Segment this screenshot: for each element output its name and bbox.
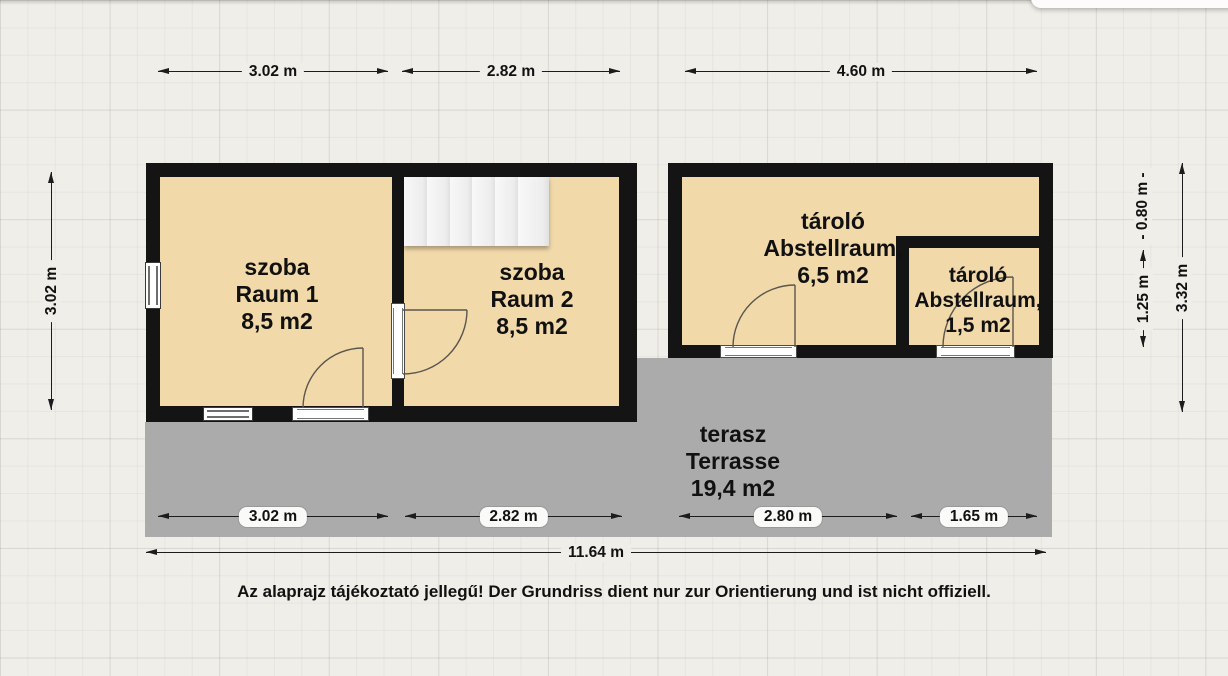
- window-raum1-left: [145, 262, 161, 309]
- dim-label: 3.02 m: [242, 63, 304, 81]
- dim-bottom-storage-large: [679, 507, 897, 525]
- dim-label: 1.25 m: [1135, 267, 1153, 329]
- top-right-panel: [1031, 0, 1228, 8]
- window-glazing: [207, 410, 249, 418]
- dim-bottom-raum2: [405, 507, 622, 525]
- room-name-de: Abstellraum,: [914, 289, 1042, 312]
- threshold-lines: [393, 308, 403, 374]
- room-raum2-label: [422, 259, 642, 340]
- room-area: 6,5 m2: [797, 262, 869, 288]
- dim-left-height: [42, 172, 60, 410]
- room-storage-small-label: [868, 263, 1088, 338]
- window-glazing: [148, 266, 158, 305]
- dim-right-height: [1173, 163, 1191, 412]
- stair-tread: [495, 177, 518, 246]
- stair-tread: [404, 177, 427, 246]
- room-name-de: Abstellraum,: [763, 235, 903, 261]
- room-name-hu: tároló: [801, 208, 865, 234]
- room-area: 19,4 m2: [690, 475, 776, 501]
- room-name-hu: tároló: [948, 264, 1008, 287]
- dim-label: 2.82 m: [479, 507, 547, 527]
- staircase: [404, 177, 549, 246]
- dim-label: 3.02 m: [43, 260, 61, 322]
- threshold-lines: [941, 347, 1010, 356]
- window-raum1-bottom: [203, 407, 253, 421]
- dim-total-width: [146, 543, 1046, 561]
- room-name-de: Terrasse: [685, 448, 781, 474]
- dim-right-small: [1134, 250, 1152, 347]
- dim-label: 3.02 m: [239, 507, 307, 527]
- dim-label: 2.82 m: [480, 63, 542, 81]
- dim-top-raum1: [158, 62, 388, 80]
- room-name-de: Raum 2: [490, 286, 574, 312]
- dim-label: 1.65 m: [940, 507, 1008, 527]
- dim-bottom-storage-small: [911, 507, 1037, 525]
- dim-label: 11.64 m: [561, 544, 631, 562]
- threshold-lines: [725, 347, 792, 356]
- door-threshold-raum1: [292, 407, 369, 421]
- dim-bottom-raum1: [158, 507, 388, 525]
- door-threshold-storage-small: [936, 345, 1015, 358]
- room-name-hu: szoba: [244, 254, 310, 280]
- disclaimer-text: Az alaprajz tájékoztató jellegű! Der Grundriss dient nur zur Orientierung und ist nicht offiziell.: [237, 582, 991, 601]
- threshold-lines: [297, 409, 364, 419]
- dim-label: 4.60 m: [830, 63, 892, 81]
- door-threshold-storage-large: [720, 345, 797, 358]
- room-area: 8,5 m2: [496, 313, 568, 339]
- room-name-hu: terasz: [699, 421, 767, 447]
- terrace-label: [613, 421, 853, 502]
- room-name-de: Raum 1: [235, 281, 319, 307]
- stair-tread: [450, 177, 473, 246]
- stair-tread: [427, 177, 450, 246]
- stair-tread: [518, 177, 549, 246]
- room-area: 8,5 m2: [241, 308, 313, 334]
- room-raum1-label: [167, 254, 387, 335]
- dim-top-raum2: [402, 62, 620, 80]
- dim-label: 3.32 m: [1174, 256, 1192, 318]
- room-name-hu: szoba: [499, 259, 565, 285]
- room-area: 1,5 m2: [945, 314, 1011, 337]
- stair-tread: [472, 177, 495, 246]
- door-threshold-interior: [391, 303, 405, 379]
- dim-top-storage: [685, 62, 1037, 80]
- dim-right-offset: - 0.80 m -: [1134, 168, 1152, 243]
- dim-label: 2.80 m: [754, 507, 822, 527]
